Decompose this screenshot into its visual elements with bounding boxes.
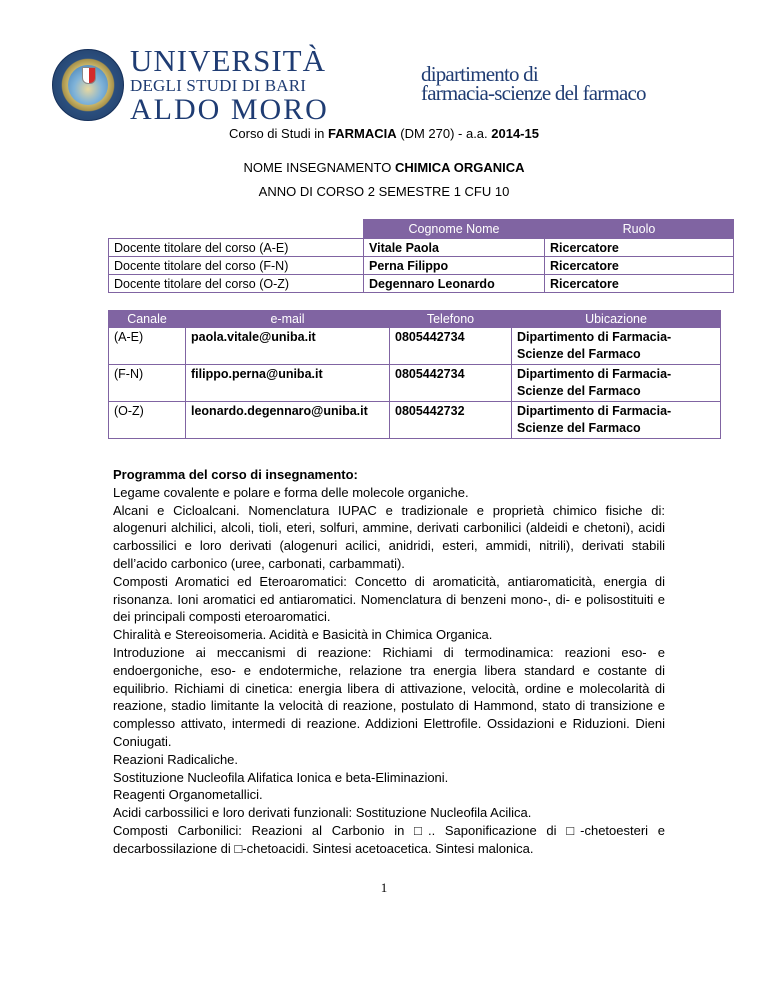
department-logo bbox=[421, 62, 646, 105]
location bbox=[512, 365, 721, 402]
university-name bbox=[130, 45, 329, 125]
location bbox=[512, 328, 721, 365]
header-email: e-mail bbox=[186, 311, 390, 328]
page-number: 1 bbox=[380, 880, 388, 895]
header-ruolo: Ruolo bbox=[545, 220, 734, 239]
program-title: Programma del corso di insegnamento: bbox=[113, 467, 358, 482]
channel: (O-Z) bbox=[109, 402, 186, 439]
teacher-name: Vitale Paola bbox=[364, 239, 545, 257]
table-row bbox=[109, 328, 721, 365]
teacher-label: Docente titolare del corso (O-Z) bbox=[109, 275, 364, 293]
location-line1: Dipartimento di Farmacia- bbox=[517, 330, 672, 344]
course-year: 2014-15 bbox=[491, 126, 539, 141]
teachers-table-header bbox=[109, 220, 734, 239]
table-row bbox=[109, 257, 734, 275]
course-name: CHIMICA ORGANICA bbox=[394, 160, 525, 175]
channel: (F-N) bbox=[109, 365, 186, 402]
course-year-semester-line: ANNO DI CORSO 2 SEMESTRE 1 CFU 10 bbox=[258, 184, 510, 199]
email-link[interactable]: paola.vitale@uniba.it bbox=[186, 328, 390, 365]
table-row bbox=[109, 365, 721, 402]
department-logo-line1: dipartimento di bbox=[421, 62, 538, 86]
program-paragraph: Alcani e Cicloalcani. Nomenclatura IUPAC e tradizionale e proprietà chimico fisiche di: alogenuri alchilici, alcoli, tioli, eteri, solfuri, ammine, derivati carbonilici (aldeidi e chetoni), acidi carbossilici e loro derivati (alogenuri acilici, anidridi, esteri, ammidi, nitrili), derivati stabili dell’acido carbonico (uree, carbonati, carbammati). bbox=[113, 502, 665, 571]
university-name-line1: UNIVERSITÀ bbox=[130, 43, 326, 78]
department-logo-line2: farmacia-scienze del farmaco bbox=[421, 81, 646, 105]
header-canale: Canale bbox=[109, 311, 186, 328]
channel: (A-E) bbox=[109, 328, 186, 365]
teacher-role: Ricercatore bbox=[545, 275, 734, 293]
program-paragraph: Introduzione ai meccanismi di reazione: Richiami di termodinamica: reazioni eso- e endoergoniche, eso- e endotermiche, relazione tra energia libera standard e costante di equilibrio. Richiami di cinetica: energia libera di attivazione, velocità, ordine e molecolarità di reazione, stadio limitante la velocità di reazione, postulato di Hammond, stato di transizione e complesso attivato, intermedi di reazione. Addizioni Elettrofile. Ossidazioni e Riduzioni. Dieni Coniugati. bbox=[113, 644, 665, 749]
phone: 0805442732 bbox=[390, 402, 512, 439]
location-line2: Scienze del Farmaco bbox=[517, 347, 641, 361]
program-paragraph: Reagenti Organometallici. bbox=[113, 787, 263, 803]
header-cognome-nome: Cognome Nome bbox=[364, 220, 545, 239]
email-link[interactable]: leonardo.degennaro@uniba.it bbox=[186, 402, 390, 439]
teachers-table bbox=[108, 219, 734, 293]
teacher-role: Ricercatore bbox=[545, 257, 734, 275]
teacher-name: Degennaro Leonardo bbox=[364, 275, 545, 293]
program-paragraph: Sostituzione Nucleofila Alifatica Ionica e beta-Eliminazioni. bbox=[113, 769, 449, 785]
university-name-line3: ALDO MORO bbox=[130, 93, 329, 126]
contacts-table-header bbox=[109, 311, 721, 328]
email-link[interactable]: filippo.perna@uniba.it bbox=[186, 365, 390, 402]
university-logo bbox=[52, 45, 329, 125]
course-name-prefix: NOME INSEGNAMENTO bbox=[243, 160, 395, 175]
phone: 0805442734 bbox=[390, 328, 512, 365]
location-line1: Dipartimento di Farmacia- bbox=[517, 404, 672, 418]
program-paragraph: Reazioni Radicaliche. bbox=[113, 751, 239, 767]
teacher-label: Docente titolare del corso (A-E) bbox=[109, 239, 364, 257]
university-seal-icon bbox=[52, 49, 124, 121]
program-paragraph: Chiralità e Stereoisomeria. Acidità e Basicità in Chimica Organica. bbox=[113, 627, 493, 643]
location-line2: Scienze del Farmaco bbox=[517, 384, 641, 398]
table-row bbox=[109, 275, 734, 293]
teacher-name: Perna Filippo bbox=[364, 257, 545, 275]
course-middle: (DM 270) - a.a. bbox=[396, 126, 492, 141]
table-row bbox=[109, 402, 721, 439]
course-name-line bbox=[0, 160, 768, 175]
course-degree: FARMACIA bbox=[328, 126, 397, 141]
program-paragraph: Legame covalente e polare e forma delle molecole organiche. bbox=[113, 484, 469, 500]
table-row bbox=[109, 239, 734, 257]
header-telefono: Telefono bbox=[390, 311, 512, 328]
teacher-role: Ricercatore bbox=[545, 239, 734, 257]
location-line2: Scienze del Farmaco bbox=[517, 421, 641, 435]
header-ubicazione: Ubicazione bbox=[512, 311, 721, 328]
program-paragraph: Composti Carbonilici: Reazioni al Carbonio in □.. Saponificazione di □-chetoesteri e decarbossilazione di □-chetoacidi. Sintesi acetoacetica. Sintesi malonica. bbox=[113, 822, 665, 856]
contacts-table bbox=[108, 310, 721, 439]
program-section bbox=[113, 466, 665, 858]
course-of-study-line bbox=[0, 126, 768, 141]
program-paragraph: Composti Aromatici ed Eteroaromatici: Concetto di aromaticità, antiaromaticità, energia di risonanza. Ioni aromatici ed antiaromatici. Nomenclatura di benzeni mono-, di- e polisostituiti e dei principali composti eteroaromatici. bbox=[113, 573, 665, 625]
location bbox=[512, 402, 721, 439]
program-paragraph: Acidi carbossilici e loro derivati funzionali: Sostituzione Nucleofila Acilica. bbox=[113, 805, 532, 821]
phone: 0805442734 bbox=[390, 365, 512, 402]
course-prefix: Corso di Studi in bbox=[229, 126, 329, 141]
teacher-label: Docente titolare del corso (F-N) bbox=[109, 257, 364, 275]
university-name-line2: DEGLI STUDI DI BARI bbox=[130, 76, 307, 95]
location-line1: Dipartimento di Farmacia- bbox=[517, 367, 672, 381]
